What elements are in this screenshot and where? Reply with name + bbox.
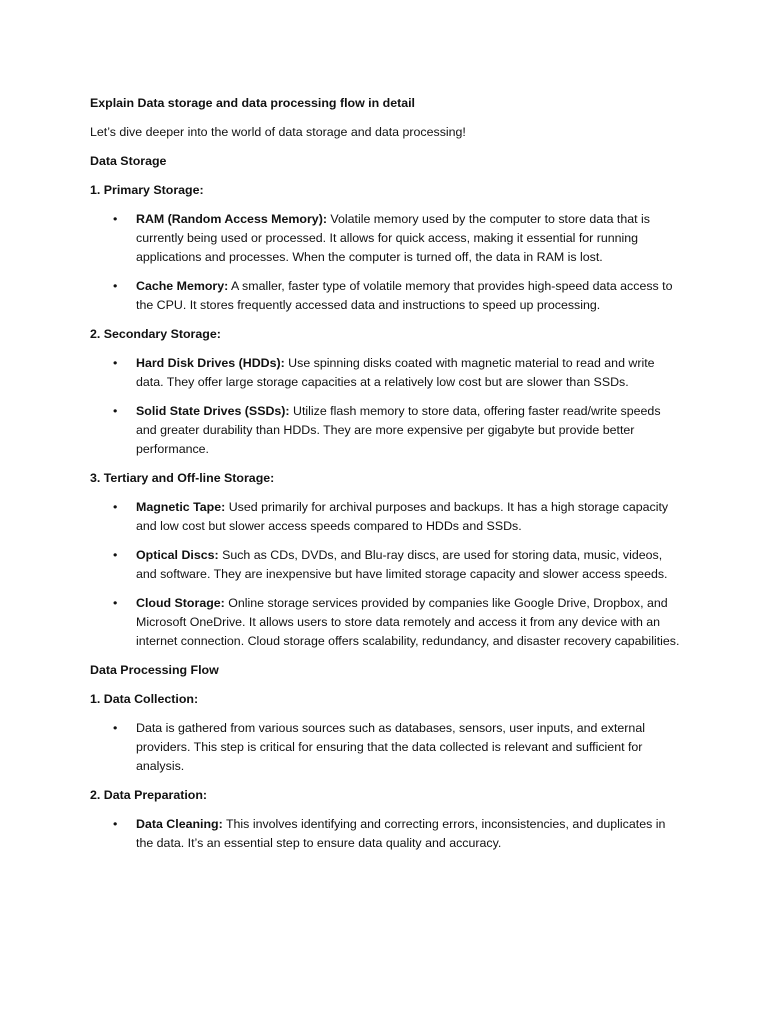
bullet-icon: • bbox=[113, 356, 118, 370]
data-preparation-heading: 2. Data Preparation: bbox=[90, 788, 208, 802]
term-description: Used primarily for archival purposes and backups. It has a high storage capacity and low cost but slower access speeds compared to HDDs and SSDs. bbox=[136, 500, 669, 533]
data-preparation-list bbox=[90, 815, 680, 853]
bullet-icon: • bbox=[113, 817, 118, 831]
intro-paragraph: Let’s dive deeper into the world of data storage and data processing! bbox=[90, 125, 466, 139]
bullet-icon: • bbox=[113, 404, 118, 418]
list-item bbox=[90, 546, 680, 584]
primary-storage-list bbox=[90, 210, 680, 315]
list-item bbox=[90, 594, 680, 651]
bullet-icon: • bbox=[113, 721, 118, 735]
term-label: Optical Discs: bbox=[136, 548, 219, 562]
list-item bbox=[90, 719, 680, 776]
term-label: Magnetic Tape: bbox=[136, 500, 226, 514]
list-item bbox=[90, 498, 680, 536]
secondary-storage-list bbox=[90, 354, 680, 459]
primary-storage-heading: 1. Primary Storage: bbox=[90, 183, 204, 197]
document-page bbox=[90, 94, 680, 863]
term-label: Data Cleaning: bbox=[136, 817, 223, 831]
term-description: Use spinning disks coated with magnetic material to read and write data. They offer large storage capacities at a relatively low cost but are slower than SSDs. bbox=[136, 356, 655, 389]
bullet-icon: • bbox=[113, 548, 118, 562]
list-item bbox=[90, 815, 680, 853]
data-processing-heading: Data Processing Flow bbox=[90, 663, 219, 677]
list-item bbox=[90, 210, 680, 267]
list-item bbox=[90, 277, 680, 315]
term-description: Such as CDs, DVDs, and Blu-ray discs, are used for storing data, music, videos, and software. They are inexpensive but have limited storage capacity and slower access speeds. bbox=[136, 548, 668, 581]
tertiary-storage-list bbox=[90, 498, 680, 651]
item-description: Data is gathered from various sources such as databases, sensors, user inputs, and external providers. This step is critical for ensuring that the data collected is relevant and sufficient for analysis. bbox=[136, 721, 645, 773]
term-label: Solid State Drives (SSDs): bbox=[136, 404, 290, 418]
term-description: A smaller, faster type of volatile memory that provides high-speed data access to the CPU. It stores frequently accessed data and instructions to speed up processing. bbox=[136, 279, 673, 312]
tertiary-storage-heading: 3. Tertiary and Off-line Storage: bbox=[90, 471, 275, 485]
bullet-icon: • bbox=[113, 212, 118, 226]
list-item bbox=[90, 354, 680, 392]
bullet-icon: • bbox=[113, 279, 118, 293]
list-item bbox=[90, 402, 680, 459]
document-title: Explain Data storage and data processing flow in detail bbox=[90, 96, 415, 110]
term-description: Utilize flash memory to store data, offering faster read/write speeds and greater durability than HDDs. They are more expensive per gigabyte but provide better performance. bbox=[136, 404, 661, 456]
term-label: Cloud Storage: bbox=[136, 596, 225, 610]
secondary-storage-heading: 2. Secondary Storage: bbox=[90, 327, 221, 341]
data-storage-heading: Data Storage bbox=[90, 154, 167, 168]
term-label: Hard Disk Drives (HDDs): bbox=[136, 356, 285, 370]
term-description: This involves identifying and correcting errors, inconsistencies, and duplicates in the data. It’s an essential step to ensure data quality and accuracy. bbox=[136, 817, 666, 850]
data-collection-heading: 1. Data Collection: bbox=[90, 692, 199, 706]
term-label: Cache Memory: bbox=[136, 279, 229, 293]
term-description: Online storage services provided by companies like Google Drive, Dropbox, and Microsoft OneDrive. It allows users to store data remotely and access it from any device with an internet connection. Cloud storage offers scalability, redundancy, and disaster recovery capabilities. bbox=[136, 596, 680, 648]
bullet-icon: • bbox=[113, 596, 118, 610]
term-description: Volatile memory used by the computer to store data that is currently being used or processed. It allows for quick access, making it essential for running applications and processes. When the computer is turned off, the data in RAM is lost. bbox=[136, 212, 650, 264]
term-label: RAM (Random Access Memory): bbox=[136, 212, 327, 226]
data-collection-list bbox=[90, 719, 680, 776]
bullet-icon: • bbox=[113, 500, 118, 514]
